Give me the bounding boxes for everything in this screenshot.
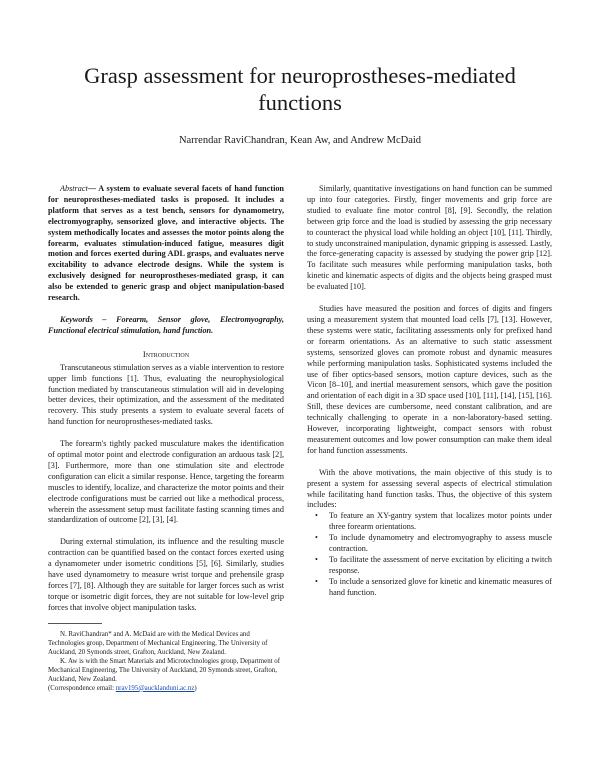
section-heading-introduction: Introduction [142, 348, 190, 359]
intro-paragraph-2: The forearm's tightly packed musculature makes the identification of optimal motor point and electrode configuration an arduous task [2], [3]. Furthermore, more than one stimulation site and electrode configuration can elicit a similar response. Hence, targeting the forearm muscles to identify, localize, and characterize the motor points and their electrode configurations must be carried out like a methodical process, wherein the assessment setup must facilitate fasting scanning times and standardization of outcome [2], [3], [4]. [48, 439, 284, 525]
list-item [307, 577, 552, 599]
bullet-icon: • [315, 533, 318, 543]
footnote-divider [48, 623, 102, 624]
footnote-1: N. RaviChandran* and A. McDaid are with the Medical Devices and Technologies group, Department of Mechanical Engineering, The University of Auckland, 20 Symonds street, Grafton, Auckland, New Zealand. [48, 630, 268, 656]
body-paragraph-4: Similarly, quantitative investigations on hand function can be summed up into four categories. Firstly, finger movements and grip force are studied to evaluate fine motor control [8], [9]. Secondly, the relation between grip force and the load is studied by assessing the grip necessary to counteract the physical load while holding an object [10], [11]. Thirdly, to study unconstrained manipulation, dynamic gripping is assessed. Lastly, the force-generating capacity is assessed by studying the power grip [12]. To facilitate such measures while performing manipulation tasks, both kinetic and kinematic aspects of digits and the objects being grasped must be evaluated [10]. [307, 184, 552, 292]
footnote-2: K. Aw is with the Smart Materials and Microtechnologies group, Department of Mechanical Engineering, The University of Auckland, 20 Symonds street, Grafton, Auckland, New Zealand. [48, 657, 281, 683]
abstract-text: A system to evaluate several facets of hand function for neuroprostheses-mediated tasks is proposed. It includes a platform that serves as a test bench, sensors for dynamometry, electromyography, sensorized glove, and interactive objects. The system methodically locates and assesses the motor points along the forearm, evaluates stimulation-induced fatigue, measures digit motion and forces exerted during ADL grasps, and evaluates nerve excitability to advance electrode designs. While the system is exclusively designed for neuroprostheses-mediated grasp, it can also be extended to generic grasp and object manipulation-based research. [48, 184, 284, 303]
left-column [48, 184, 284, 693]
paper-title: Grasp assessment for neuroprostheses-mediated functions [84, 63, 516, 115]
list-item-text: To include a sensorized glove for kinetic and kinematic measures of hand function. [329, 576, 552, 597]
abstract [48, 184, 284, 304]
keywords: Keywords – Forearm, Sensor glove, Electromyography, Functional electrical stimulation, hand function. [48, 314, 284, 335]
body-paragraph-6: With the above motivations, the main objective of this study is to present a system for assessing several aspects of electrical stimulation while facilitating hand function tasks. Thus, the objective of this system includes: [307, 467, 552, 510]
bullet-icon: • [315, 511, 318, 521]
correspondence-email-link[interactable]: nrav195@aucklanduni.ac.nz [115, 684, 195, 692]
right-column [307, 184, 552, 599]
intro-paragraph-3: During external stimulation, its influence and the resulting muscle contraction can be quantified based on the contact forces exerted using a dynamometer under isometric conditions [5], [6]. Similarly, studies have used dynamometry to measure wrist torque and prehensile grasp forces [7], [8]. Although they are suitable for larger forces such as wrist torque or isometric digit forces, they are not suitable for low-level grip forces that involve object manipulation tasks. [48, 537, 284, 612]
correspondence-prefix: (Correspondence email: [48, 684, 116, 692]
correspondence-note [48, 684, 284, 693]
abstract-dash: — [87, 184, 99, 193]
objectives-list [307, 511, 552, 598]
list-item-text: To include dynamometry and electromyography to assess muscle contraction. [329, 533, 552, 554]
bullet-icon: • [315, 555, 318, 564]
bullet-icon: • [315, 576, 318, 586]
paper-authors: Narrendar RaviChandran, Kean Aw, and Andrew McDaid [178, 135, 422, 146]
list-item [307, 555, 552, 577]
abstract-lead: Abstract [60, 184, 88, 193]
list-item-text: To feature an XY-gantry system that localizes motor points under three forearm orientations. [329, 511, 552, 532]
intro-paragraph-1: Transcutaneous stimulation serves as a viable intervention to restore upper limb functions [1]. Thus, evaluating the neurophysiological function mediated by transcutaneous stimulation will aid in developing better devices, their optimization, and the assessment of the meditated recovery. This study presents a system to evaluate several facets of hand function for neuroprostheses-mediated tasks. [48, 362, 284, 427]
body-paragraph-5: Studies have measured the position and forces of digits and fingers using a measurement system that mounted load cells [7], [13]. However, these systems were static, facilitating assessments only for prefixed hand or forearm orientations. As an alternative to such static assessment systems, sensorized gloves can promote robust and dynamic measures while performing manipulation tasks. Sophisticated systems included the use of fiber optics-based sensors, motion capture devices, such as the Vicon [8–10], and inertial measurement sensors, which gave the position and orientation of each digit in a 3D space used [10], [11], [14], [15], [16]. Still, these devices are cumbersome, need constant calibration, and are technically challenging to operate in a non-laboratory-based setting. However, incorporating lightweight, compact sensors with robust measurement outcomes and low power consumption can make them ideal for hand function assessments. [307, 304, 552, 455]
correspondence-suffix: ) [194, 684, 197, 692]
list-item [307, 511, 552, 533]
list-item [307, 533, 552, 555]
list-item-text: To facilitate the assessment of nerve excitation by eliciting a twitch response. [329, 555, 552, 575]
